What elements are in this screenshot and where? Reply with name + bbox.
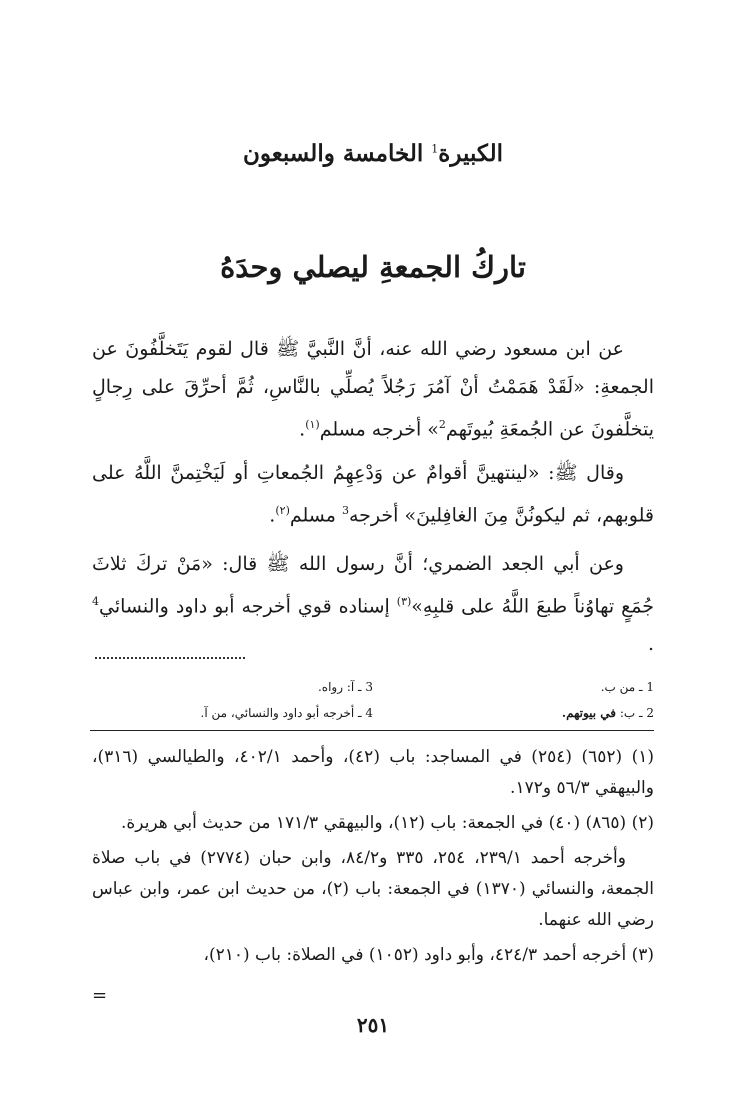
p2-text-a: وقال ﷺ: «لينتهينَّ أقوامٌ عن وَدْعِهِمُ الجُمعاتِ أو لَيَخْتِمنَّ اللَّهُ على قلوبهم، ثم ليكونُنَّ مِنَ الغافِلينَ» أخرجه (92, 462, 654, 527)
p3-text-a: وعن أبي الجعد الضمري؛ أنَّ رسول الله ﷺ قال: «مَنْ تركَ ثلاثَ جُمَعٍ تهاوُناً طبعَ اللَّهُ على قلبِهِ» (92, 552, 654, 617)
p1-end: . (299, 418, 306, 441)
continuation-mark: = (92, 985, 108, 1006)
variant-2 (373, 700, 654, 726)
footnotes-divider (90, 730, 654, 731)
p1-text-a: عن ابن مسعود رضي الله عنه، أنَّ النَّبيَّ ﷺ قال لقوم يَتَخلَّفُونَ عن الجمعةِ: «لَقَدْ هَمَمْتُ أنْ آمُرَ رَجُلاً يُصلِّي بالنَّاسِ، ثُمَّ أحرِّقَ على رِجالٍ يتخلَّفونَ عن الجُمعَةِ بُيوتَهم (92, 338, 654, 441)
p1-variant-ref: 2 (438, 418, 446, 431)
heading-word-1: الكبيرة (438, 140, 503, 167)
heading-variant-ref: 1 (431, 142, 439, 156)
paragraph-2 (92, 454, 654, 534)
variant-3: 3 ـ آ: رواه. (317, 680, 373, 694)
p2-footnote-ref: (٢) (275, 504, 290, 518)
footnotes (92, 742, 654, 975)
variants-divider (95, 657, 245, 659)
heading-word-rest: الخامسة والسبعون (242, 140, 424, 167)
footnote-2: (٢) (٨٦٥) (٤٠) في الجمعة: باب (١٢)، والبيهقي ١٧١/٣ من حديث أبي هريرة. (121, 813, 654, 833)
variant-2-text: في بيوتهم. (561, 706, 617, 720)
manuscript-variants (92, 674, 654, 726)
p3-text-b: إسناده قوي أخرجه أبو داود والنسائي (99, 594, 397, 617)
chapter-title: تاركُ الجمعةِ ليصلي وحدَهُ (220, 250, 526, 284)
p2-variant-ref: 3 (341, 504, 349, 518)
variants-row-2 (92, 700, 654, 726)
footnote-3: (٣) أخرجه أحمد ٤٢٤/٣، وأبو داود (١٠٥٢) في الصلاة: باب (٢١٠)، (203, 945, 654, 965)
footnote-2-continued: وأخرجه أحمد ٢٣٩/١، ٢٥٤، ٣٣٥ و٨٤/٢، وابن حبان (٢٧٧٤) في باب صلاة الجمعة، والنسائي (١٣٧٠) في الجمعة: باب (٢)، من حديث ابن عمر، وابن عباس رضي الله عنهما. (92, 848, 654, 930)
p3-footnote-ref: (٣) (396, 594, 412, 608)
paragraph-3 (92, 545, 654, 663)
chapter-heading (0, 140, 746, 167)
p1-footnote-ref: (١) (305, 418, 320, 431)
main-text (92, 330, 654, 669)
p1-text-b: » أخرجه مسلم (319, 418, 439, 441)
variant-1: 1 ـ من ب. (600, 680, 654, 694)
paragraph-1 (92, 330, 654, 448)
variant-2-label: 2 ـ ب: (616, 706, 654, 720)
p2-text-b: مسلم (289, 504, 342, 527)
p2-end: . (269, 504, 276, 527)
p3-end: . (647, 632, 654, 655)
page-number: ٢٥١ (356, 1013, 390, 1037)
footnote-1: (١) (٦٥٢) (٢٥٤) في المساجد: باب (٤٢)، وأحمد ٤٠٢/١، والطيالسي (٣١٦)، والبيهقي ٥٦/٣ و١٧٢. (92, 747, 655, 798)
variant-4: 4 ـ أخرجه أبو داود والنسائي، من آ. (200, 706, 373, 720)
variants-row-1 (92, 674, 654, 700)
p3-variant-ref: 4 (92, 594, 99, 608)
